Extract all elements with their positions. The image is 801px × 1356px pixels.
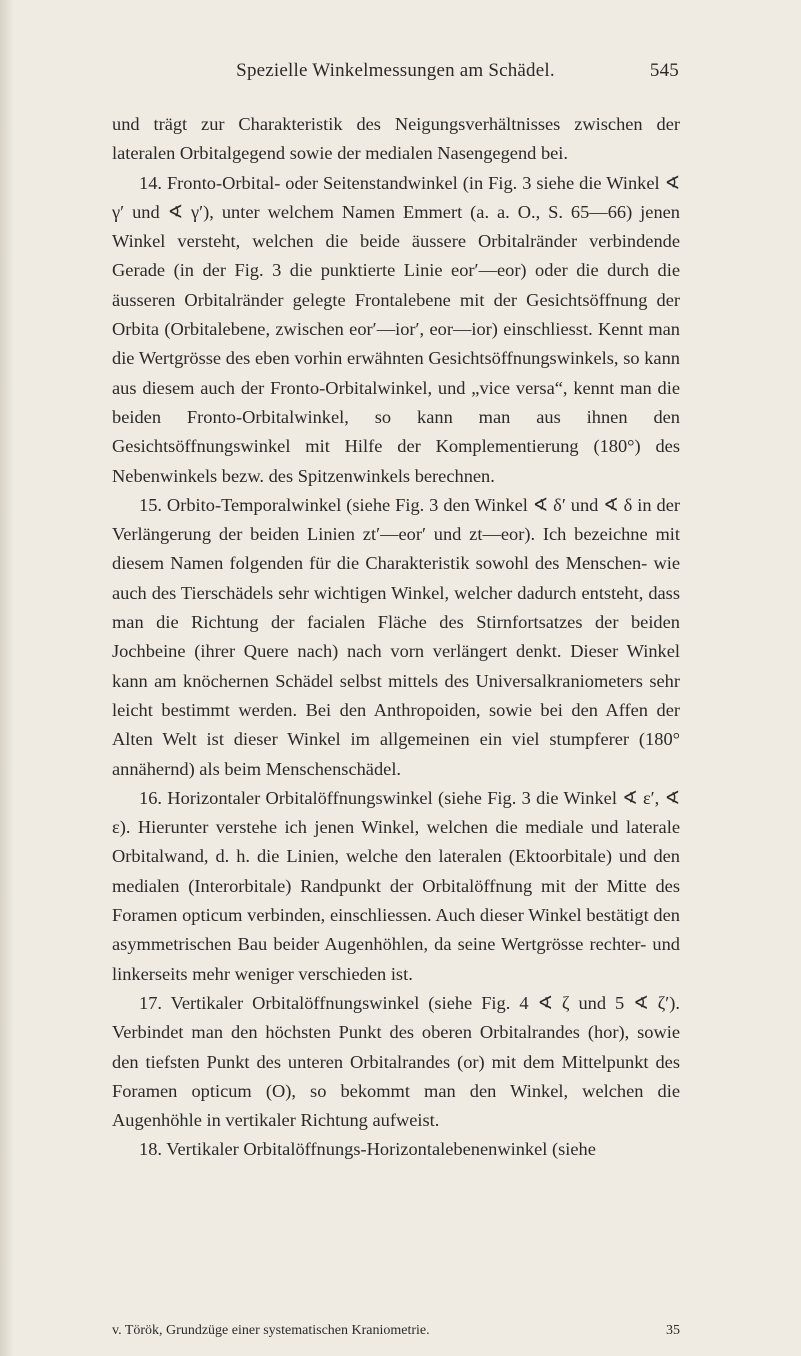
signature-mark: 35 (666, 1323, 680, 1338)
paragraph-15-orbito-temporal: 15. Orbito-Temporalwinkel (siehe Fig. 3 den Winkel ∢ δ′ und ∢ δ in der Verlängerung der beiden Linien zt′—eor′ und zt—eor). Ich bezeichne mit diesem Namen folgenden für die Charakteristik sowohl des Menschen- wie auch des Tierschädels sehr wichtigen Winkel, welcher dadurch entsteht, dass man die Richtung der facialen Fläche des Stirnfortsatzes der beiden Jochbeine (ihrer Quere nach) nach vorn verlängert denkt. Dieser Winkel kann am knöchernen Schädel selbst mittels des Universalkraniometers sehr leicht bestimmt werden. Bei den Anthropoiden, sowie bei den Affen der Alten Welt ist dieser Winkel im allgemeinen ein viel stumpferer (180° annähernd) als beim Menschenschädel. (112, 494, 680, 779)
page-gutter-shadow (0, 0, 14, 1356)
paragraph-18-start: 18. Vertikaler Orbitalöffnungs-Horizontalebenenwinkel (siehe (139, 1139, 596, 1160)
body-text (112, 110, 680, 1165)
footer-reference: v. Török, Grundzüge einer systematischen Kraniometrie. (112, 1323, 430, 1338)
running-title: Spezielle Winkelmessungen am Schädel. (236, 60, 555, 81)
running-header (112, 60, 679, 100)
paragraph-16-horizontal-orbital: 16. Horizontaler Orbitalöffnungswinkel (siehe Fig. 3 die Winkel ∢ ε′, ∢ ε). Hierunter verstehe ich jenen Winkel, welchen die mediale und laterale Orbitalwand, d. h. die Linien, welche den lateralen (Ektoorbitale) und den medialen (Interorbitale) Randpunkt der Orbitalöffnung mit der Mitte des Foramen opticum verbinden, einschliessen. Auch dieser Winkel bestätigt den asymmetrischen Bau beider Augenhöhlen, da seine Wertgrösse rechter- und linkerseits mehr weniger verschieden ist. (112, 787, 680, 984)
paragraph-17-vertical-orbital: 17. Vertikaler Orbitalöffnungswinkel (siehe Fig. 4 ∢ ζ und 5 ∢ ζ′). Verbindet man den höchsten Punkt des oberen Orbitalrandes (hor), sowie den tiefsten Punkt des unteren Orbitalrandes (or) mit dem Mittelpunkt des Foramen opticum (O), so bekommt man den Winkel, welchen die Augenhöhle in vertikaler Richtung aufweist. (112, 992, 680, 1131)
paragraph-continuation: und trägt zur Charakteristik des Neigungsverhältnisses zwischen der lateralen Orbitalgegend sowie der medialen Nasengegend bei. (112, 114, 680, 164)
paragraph-14-fronto-orbital: 14. Fronto-Orbital- oder Seitenstandwinkel (in Fig. 3 siehe die Winkel ∢ γ′ und ∢ γ′), unter welchem Namen Emmert (a. a. O., S. 65—66) jenen Winkel versteht, welchen die beide äussere Orbitalränder verbindende Gerade (in der Fig. 3 die punktierte Linie eor′—eor) oder die durch die äusseren Orbitalränder gelegte Frontalebene mit der Gesichtsöffnung der Orbita (Orbitalebene, zwischen eor′—ior′, eor—ior) einschliesst. Kennt man die Wertgrösse des eben vorhin erwähnten Gesichtsöffnungswinkels, so kann aus diesem auch der Fronto-Orbitalwinkel, und „vice versa“, kennt man die beiden Fronto-Orbitalwinkel, so kann man aus ihnen den Gesichtsöffnungswinkel mit Hilfe der Komplementierung (180°) des Nebenwinkels bezw. des Spitzenwinkels berechnen. (112, 172, 680, 486)
page-number: 545 (649, 60, 679, 81)
